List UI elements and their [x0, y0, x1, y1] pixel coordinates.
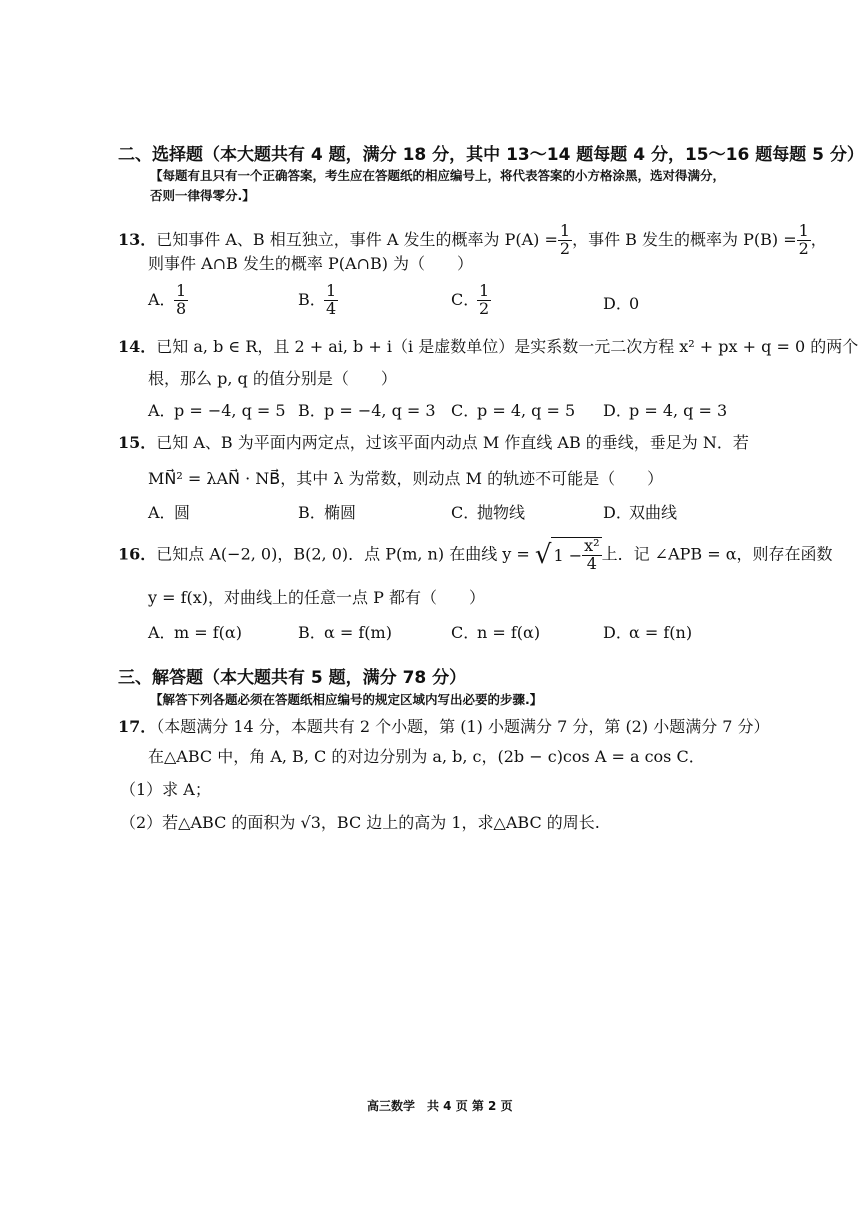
q13-option-c[interactable]	[451, 283, 491, 318]
option-text: 抛物线	[477, 503, 526, 522]
q16-option-a[interactable]	[148, 620, 242, 643]
numerator: 1	[326, 281, 337, 300]
q13-option-a[interactable]	[148, 283, 188, 318]
question-17-part2: （2）若△ABC 的面积为 √3，BC 边上的高为 1，求△ABC 的周长.	[120, 813, 600, 832]
q16-text-b: 上．记 ∠APB = α，则存在函数	[601, 544, 833, 564]
numerator: 1	[798, 221, 809, 240]
section-note-line1: 【每题有且只有一个正确答案，考生应在答题纸的相应编号上，将代表答案的小方格涂黑，选对得满分，	[150, 168, 726, 183]
numerator: 1	[559, 221, 571, 240]
denominator: 2	[479, 298, 490, 318]
q13-option-b[interactable]	[298, 283, 338, 318]
option-text: m = f(α)	[174, 623, 242, 642]
option-label: C．	[451, 401, 480, 420]
option-label: B．	[298, 401, 326, 420]
option-text: n = f(α)	[477, 623, 541, 642]
section-title-choice: 二、选择题（本大题共有 4 题，满分 18 分，其中 13～14 题每题 4 分，15～16 题每题 5 分）	[118, 145, 864, 165]
sqrt-term: 1 −	[553, 545, 583, 565]
q16-option-d[interactable]	[603, 620, 692, 643]
denominator: 2	[559, 238, 571, 258]
q13-text-c: ，	[810, 229, 827, 249]
option-text: p = −4, q = 5	[174, 401, 286, 420]
sqrt-expression: √ 1 − $\frac{\text{x²}}{4}$	[534, 536, 600, 573]
question-number: 15．	[118, 433, 157, 452]
option-text: 双曲线	[629, 503, 678, 522]
q13-text-a: 已知事件 A、B 相互独立，事件 A 发生的概率为 P(A) =	[156, 229, 558, 249]
q16-option-c[interactable]	[451, 620, 540, 643]
option-text: 椭圆	[324, 503, 357, 522]
q14-option-d[interactable]	[603, 398, 727, 421]
q15-option-d[interactable]	[603, 500, 677, 523]
q14-text: 已知 a, b ∈ R，且 2 + ai, b + i（i 是虚数单位）是实系数一元二次方程 x² + px + q = 0 的两个	[156, 337, 859, 356]
numerator: 1	[176, 281, 187, 300]
denominator: 2	[798, 238, 809, 258]
fraction	[797, 223, 811, 258]
question-number: 13．	[118, 229, 157, 249]
option-label: B．	[298, 289, 326, 309]
denominator: 4	[326, 298, 337, 318]
q15-option-c[interactable]	[451, 500, 525, 523]
option-label: C．	[451, 289, 480, 309]
page-footer: 高三数学 共 4 页 第 2 页	[367, 1099, 513, 1113]
denominator: 4	[586, 553, 597, 573]
question-14-line1	[118, 334, 858, 357]
q14-option-a[interactable]	[148, 398, 286, 421]
question-15-line1	[118, 430, 749, 453]
q14-option-c[interactable]	[451, 398, 575, 421]
q17-head-text: （本题满分 14 分，本题共有 2 个小题，第 (1) 小题满分 7 分，第 (2) 小题满分 7 分）	[156, 717, 770, 736]
q15-text: 已知 A、B 为平面内两定点，过该平面内动点 M 作直线 AB 的垂线，垂足为 N．若	[156, 433, 749, 452]
question-17-head	[118, 714, 770, 737]
q14-option-b[interactable]	[298, 398, 436, 421]
question-14-line2: 根，那么 p, q 的值分别是（ ）	[148, 369, 397, 388]
section-title-answer: 三、解答题（本大题共有 5 题，满分 78 分）	[118, 668, 467, 688]
fraction	[558, 223, 572, 258]
q13-text-b: ，事件 B 发生的概率为 P(B) =	[572, 229, 797, 249]
option-label: A．	[148, 503, 176, 522]
option-label: D．	[603, 623, 632, 642]
option-text: p = 4, q = 3	[629, 401, 728, 420]
numerator: 1	[479, 281, 490, 300]
denominator: 8	[176, 298, 187, 318]
section-note: 【解答下列各题必须在答题纸相应编号的规定区域内写出必要的步骤.】	[150, 692, 543, 707]
option-text: p = −4, q = 3	[324, 401, 436, 420]
question-number: 16．	[118, 544, 157, 564]
option-label: A．	[148, 623, 176, 642]
fraction	[174, 283, 188, 318]
section-note-line2: 否则一律得零分.】	[150, 188, 255, 203]
q15-option-b[interactable]	[298, 500, 356, 523]
q13-option-d[interactable]	[603, 291, 639, 314]
q16-text-a: 已知点 A(−2, 0)，B(2, 0)．点 P(m, n) 在曲线 y =	[156, 544, 530, 564]
fraction	[324, 283, 338, 318]
option-label: D．	[603, 294, 632, 313]
option-text: 0	[629, 294, 640, 313]
question-number: 17．	[118, 717, 157, 736]
question-15-line2: MN⃗² = λAN⃗ · NB⃗，其中 λ 为常数，则动点 M 的轨迹不可能是（ ）	[148, 469, 664, 488]
question-17-part1: （1）求 A；	[120, 780, 211, 799]
option-label: B．	[298, 623, 326, 642]
option-text: p = 4, q = 5	[477, 401, 576, 420]
option-label: A．	[148, 289, 176, 309]
question-13-line2: 则事件 A∩B 发生的概率 P(A∩B) 为（ ）	[148, 254, 474, 273]
option-label: D．	[603, 401, 632, 420]
option-text: α = f(n)	[629, 623, 693, 642]
option-label: C．	[451, 623, 480, 642]
option-text: 圆	[174, 503, 191, 522]
question-number: 14．	[118, 337, 157, 356]
option-label: B．	[298, 503, 326, 522]
option-label: D．	[603, 503, 632, 522]
option-text: α = f(m)	[324, 623, 392, 642]
question-16-line1	[118, 537, 833, 573]
question-16-line2: y = f(x)，对曲线上的任意一点 P 都有（ ）	[148, 588, 485, 607]
question-17-stem: 在△ABC 中，角 A, B, C 的对边分别为 a, b, c，(2b − c)cos A = a cos C．	[148, 747, 705, 766]
option-label: C．	[451, 503, 480, 522]
fraction	[477, 283, 491, 318]
option-label: A．	[148, 401, 176, 420]
fraction	[582, 538, 601, 573]
q15-option-a[interactable]	[148, 500, 190, 523]
q16-option-b[interactable]	[298, 620, 392, 643]
numerator: x²	[584, 536, 600, 555]
